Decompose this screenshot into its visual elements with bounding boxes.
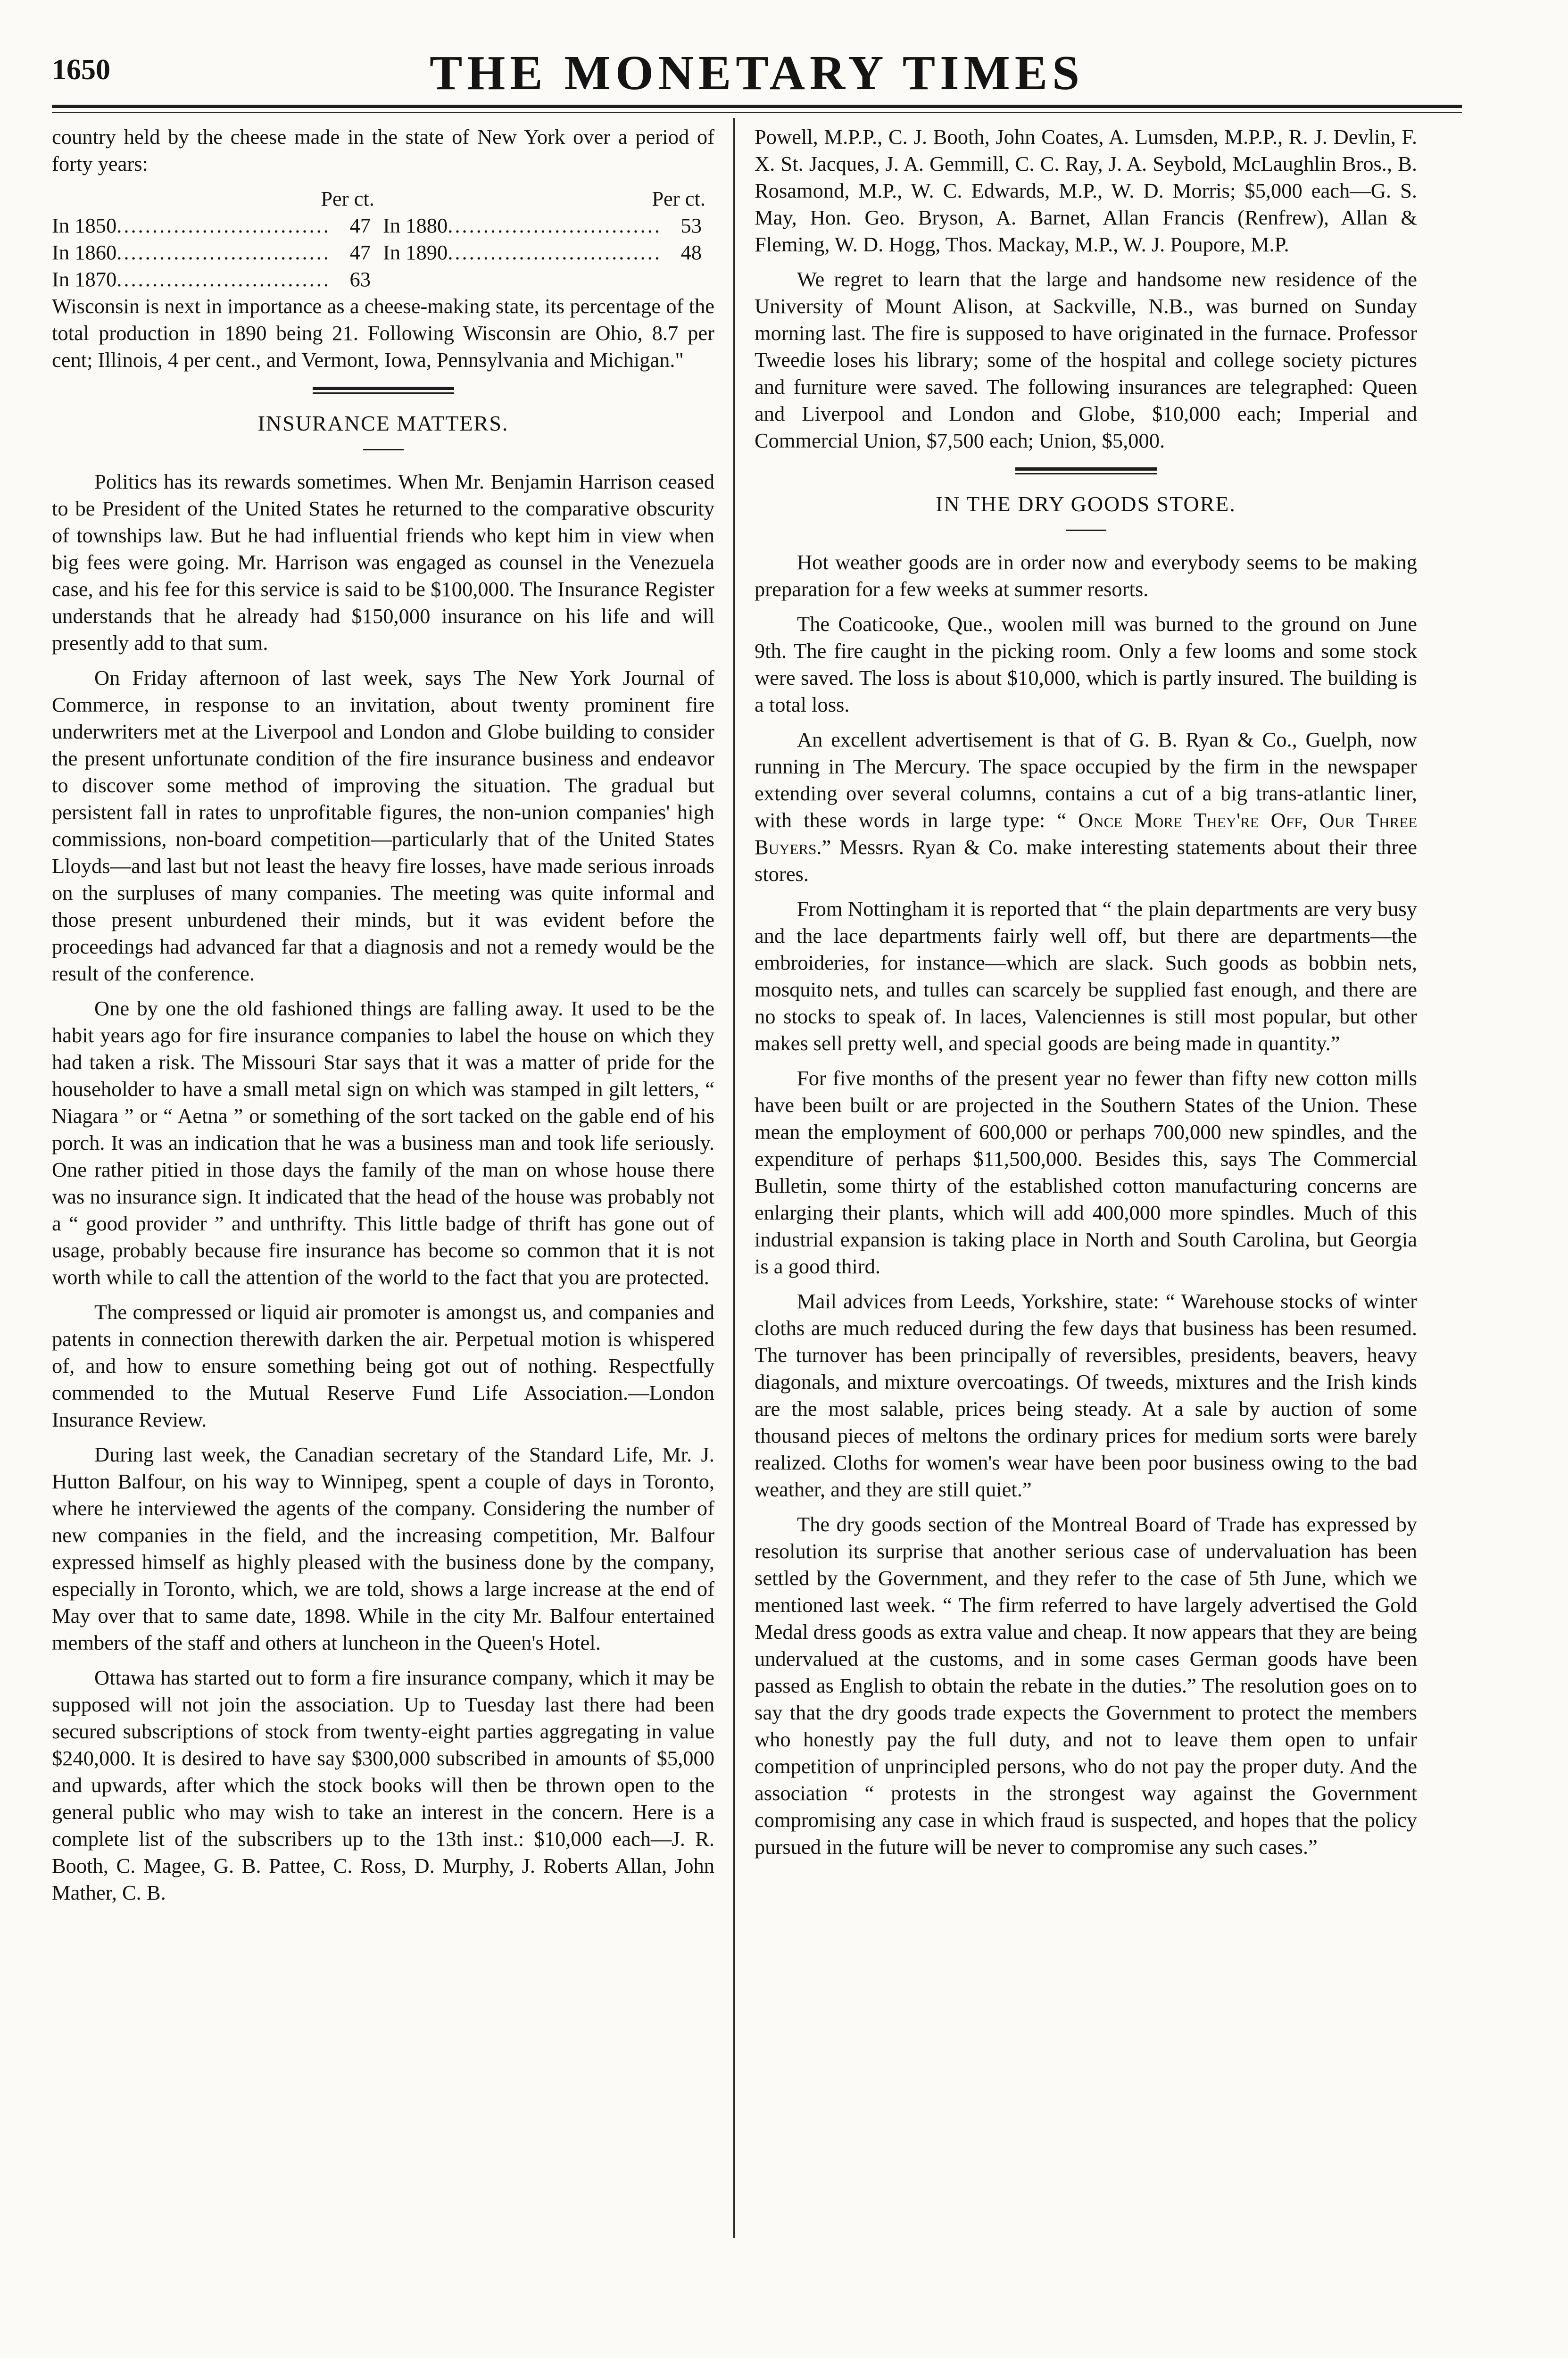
- heading-underline: [1066, 530, 1106, 531]
- paragraph: The Coaticooke, Que., woolen mill was burned to the ground on June 9th. The fire caught in the picking room. Only a few looms and some stock were saved. The loss is about $10,000, which is partly insured. The building is a total loss.: [755, 612, 1417, 716]
- paragraph: On Friday afternoon of last week, says The New York Journal of Commerce, in response to an invitation, about twenty prominent fire underwriters met at the Liverpool and London and Globe building to consider the present unfortunate condition of the fire insurance business and endeavor to discover some method of improving the situation. The gradual but persistent fall in rates to unprofitable figures, the non-union companies' high commissions, non-board competition—particularly that of the United States Lloyds—and last but not least the heavy fire losses, have made serious inroads on the surpluses of many companies. The meeting was quite informal and those present unburdened their minds, but it was evident before the proceedings had advanced far that a diagnosis and not a remedy would be the result of the conference.: [52, 666, 714, 985]
- page-number: 1650: [52, 54, 110, 86]
- table-row: [52, 266, 714, 293]
- text-span: ” Messrs. Ryan & Co. make interesting statements about their three stores.: [755, 835, 1417, 886]
- year-label: In 1850: [52, 214, 117, 237]
- percent-value: 53: [680, 214, 702, 237]
- paragraph: Mail advices from Leeds, Yorkshire, state: “ Warehouse stocks of winter cloths are much reduced during the few days that business has been resumed. The turnover has been principally of reversibles, presidents, beavers, heavy diagonals, and mixture overcoatings. Of tweeds, mixtures and the Irish kinds are the most salable, prices being steady. At a sale by auction of some thousand pieces of meltons the ordinary prices for medium sorts were barely realized. Cloths for women's wear have been poor business owing to the bad weather, and they are still quiet.”: [755, 1289, 1417, 1501]
- table-row: [52, 239, 714, 266]
- year-label: In 1890: [383, 241, 448, 264]
- column-divider: [733, 118, 735, 2238]
- page-header: [52, 45, 1462, 101]
- percent-value: 63: [349, 267, 371, 291]
- paragraph: We regret to learn that the large and handsome new residence of the University of Mount Alison, at Sackville, N.B., was burned on Sunday morning last. The fire is supposed to have originated in the furnace. Professor Tweedie loses his library; some of the hospital and college society pictures and furniture were saved. The following insurances are telegraphed: Queen and Liverpool and London and Globe, $10,000 each; Imperial and Commercial Union, $7,500 each; Union, $5,000.: [755, 267, 1417, 452]
- header-rule-thin: [52, 112, 1462, 113]
- section-heading-insurance: INSURANCE MATTERS.: [257, 411, 509, 435]
- paragraph: During last week, the Canadian secretary of the Standard Life, Mr. J. Hutton Balfour, on his way to Winnipeg, spent a couple of days in Toronto, where he interviewed the agents of the company. Considering the number of new companies in the field, and the increasing competition, Mr. Balfour expressed himself as highly pleased with the business done by the company, especially in Toronto, which, we are told, shows a large increase at the end of May over that to same date, 1898. While in the city Mr. Balfour entertained members of the staff and others at luncheon in the Queen's Hotel.: [52, 1443, 714, 1654]
- paragraph: Politics has its rewards sometimes. When Mr. Benjamin Harrison ceased to be President of the United States he returned to the comparative obscurity of townships law. But he had influential friends who kept him in view when big fees were going. Mr. Harrison was engaged as counsel in the Venezuela case, and his fee for this service is said to be $100,000. The Insurance Register understands that he already had $150,000 insurance on his life and will presently add to that sum.: [52, 470, 714, 655]
- table-row: [52, 212, 714, 239]
- cheese-percentage-table: [52, 185, 714, 293]
- percent-value: 48: [680, 241, 702, 264]
- section-divider: [1015, 467, 1157, 474]
- year-label: In 1880: [383, 214, 448, 237]
- right-column: [755, 124, 1417, 1868]
- year-label: In 1860: [52, 241, 117, 264]
- table-header-left: Per ct.: [321, 187, 374, 210]
- heading-underline: [363, 449, 404, 450]
- paragraph: For five months of the present year no fewer than fifty new cotton mills have been built or are projected in the Southern States of the Union. These mean the employment of 600,000 or perhaps 700,000 new spindles, and the expenditure of perhaps $11,500,000. Besides this, says The Commercial Bulletin, some thirty of the established cotton manufacturing concerns are enlarging their plants, which will add 400,000 more spindles. Much of this industrial expansion is taking place in North and South Carolina, but Georgia is a good third.: [755, 1066, 1417, 1278]
- paragraph: Hot weather goods are in order now and everybody seems to be making preparation for a few weeks at summer resorts.: [755, 550, 1417, 601]
- paragraph: From Nottingham it is reported that “ the plain departments are very busy and the lace departments fairly well off, but there are departments—the embroideries, for instance—which are slack. Such goods as bobbin nets, mosquito nets, and tulles can scarcely be supplied fast enough, and there are no stocks to speak of. In laces, Valenciennes is still most popular, but other makes sell pretty well, and special goods are being made in quantity.”: [755, 897, 1417, 1055]
- table-header-right: Per ct.: [652, 187, 705, 210]
- paragraph: One by one the old fashioned things are falling away. It used to be the habit years ago for fire insurance companies to label the house on which they had taken a risk. The Missouri Star says that it was a matter of pride for the householder to have a small metal sign on which was stamped in gilt letters, “ Niagara ” or “ Aetna ” or something of the sort tacked on the gable end of his porch. It was an indication that he was a business man and took life seriously. One rather pitied in those days the family of the man on whose house there was no insurance sign. It indicated that the head of the house was probably not a “ good provider ” and unthrifty. This little badge of thrift has gone out of usage, probably because fire insurance has become so common that it is not worth while to call the attention of the world to the fact that you are protected.: [52, 996, 714, 1289]
- cheese-conclusion: Wisconsin is next in importance as a cheese-making state, its percentage of the total production in 1890 being 21. Following Wisconsin are Ohio, 8.7 per cent; Illinois, 4 per cent., and Vermont, Iowa, Pennsylvania and Michigan.": [52, 294, 714, 372]
- paragraph: The dry goods section of the Montreal Board of Trade has expressed by resolution its surprise that another serious case of undervaluation has been settled by the Government, and they refer to the case of 5th June, which we mentioned last week. “ The firm referred to have largely advertised the Gold Medal dress goods as extra value and cheap. It now appears that they are being undervalued at the customs, and in some cases German goods have been passed as English to obtain the rebate in the duties.” The resolution goes on to say that the dry goods trade expects the Government to protect the members who honestly pay the full duty, and not to leave them open to unfair competition of unprincipled persons, who do not pay the proper duty. And the association “ protests in the strongest way against the Government compromising any case in which fraud is suspected, and hopes that the policy pursued in the future will be never to compromise any such cases.”: [755, 1512, 1417, 1859]
- paragraph: [755, 726, 1417, 888]
- paragraph: Powell, M.P.P., C. J. Booth, John Coates, A. Lumsden, M.P.P., R. J. Devlin, F. X. St. Jacques, J. A. Gemmill, C. C. Ray, J. A. Seybold, McLaughlin Bros., B. Rosamond, M.P., W. C. Edwards, M.P., W. D. Morris; $5,000 each—G. S. May, Hon. Geo. Bryson, A. Barnet, Allan Francis (Renfrew), Allan & Fleming, W. D. Hogg, Thos. Mackay, M.P., W. J. Poupore, M.P.: [755, 125, 1417, 256]
- cheese-intro: country held by the cheese made in the state of New York over a period of forty years:: [52, 125, 714, 175]
- percent-value: 47: [349, 241, 371, 264]
- section-divider: [313, 387, 454, 394]
- year-label: In 1870: [52, 267, 117, 291]
- advert-slogan: Once More They're Off, Our Three Buyers.: [755, 808, 1418, 859]
- header-rule-thick: [52, 105, 1462, 108]
- paragraph: The compressed or liquid air promoter is amongst us, and companies and patents in connection therewith darken the air. Perpetual motion is whispered of, and how to ensure something being got out of nothing. Respectfully commended to the Mutual Reserve Fund Life Association.—London Insurance Review.: [52, 1300, 714, 1431]
- journal-title: THE MONETARY TIMES: [430, 46, 1084, 100]
- paragraph: Ottawa has started out to form a fire insurance company, which it may be supposed will not join the association. Up to Tuesday last there had been secured subscriptions of stock from twenty-eight parties aggregating in value $240,000. It is desired to have say $300,000 subscribed in amounts of $5,000 and upwards, after which the stock books will then be thrown open to the general public who may wish to take an interest in the concern. Here is a complete list of the subscribers up to the 13th inst.: $10,000 each—J. R. Booth, C. Magee, G. B. Pattee, C. Ross, D. Murphy, J. Roberts Allan, John Mather, C. B.: [52, 1666, 714, 1904]
- table-header-row: [52, 185, 714, 212]
- section-heading-dry-goods: IN THE DRY GOODS STORE.: [936, 492, 1236, 516]
- percent-value: 47: [349, 214, 371, 237]
- text-span: An excellent advertisement is that of G. B. Ryan & Co., Guelph, now running in The Mercury. The space occupied by the firm in the newspaper extending over several columns, contains a cut of a big trans-atlantic liner, with these words in large type: “: [755, 728, 1417, 832]
- left-column: [52, 124, 714, 1914]
